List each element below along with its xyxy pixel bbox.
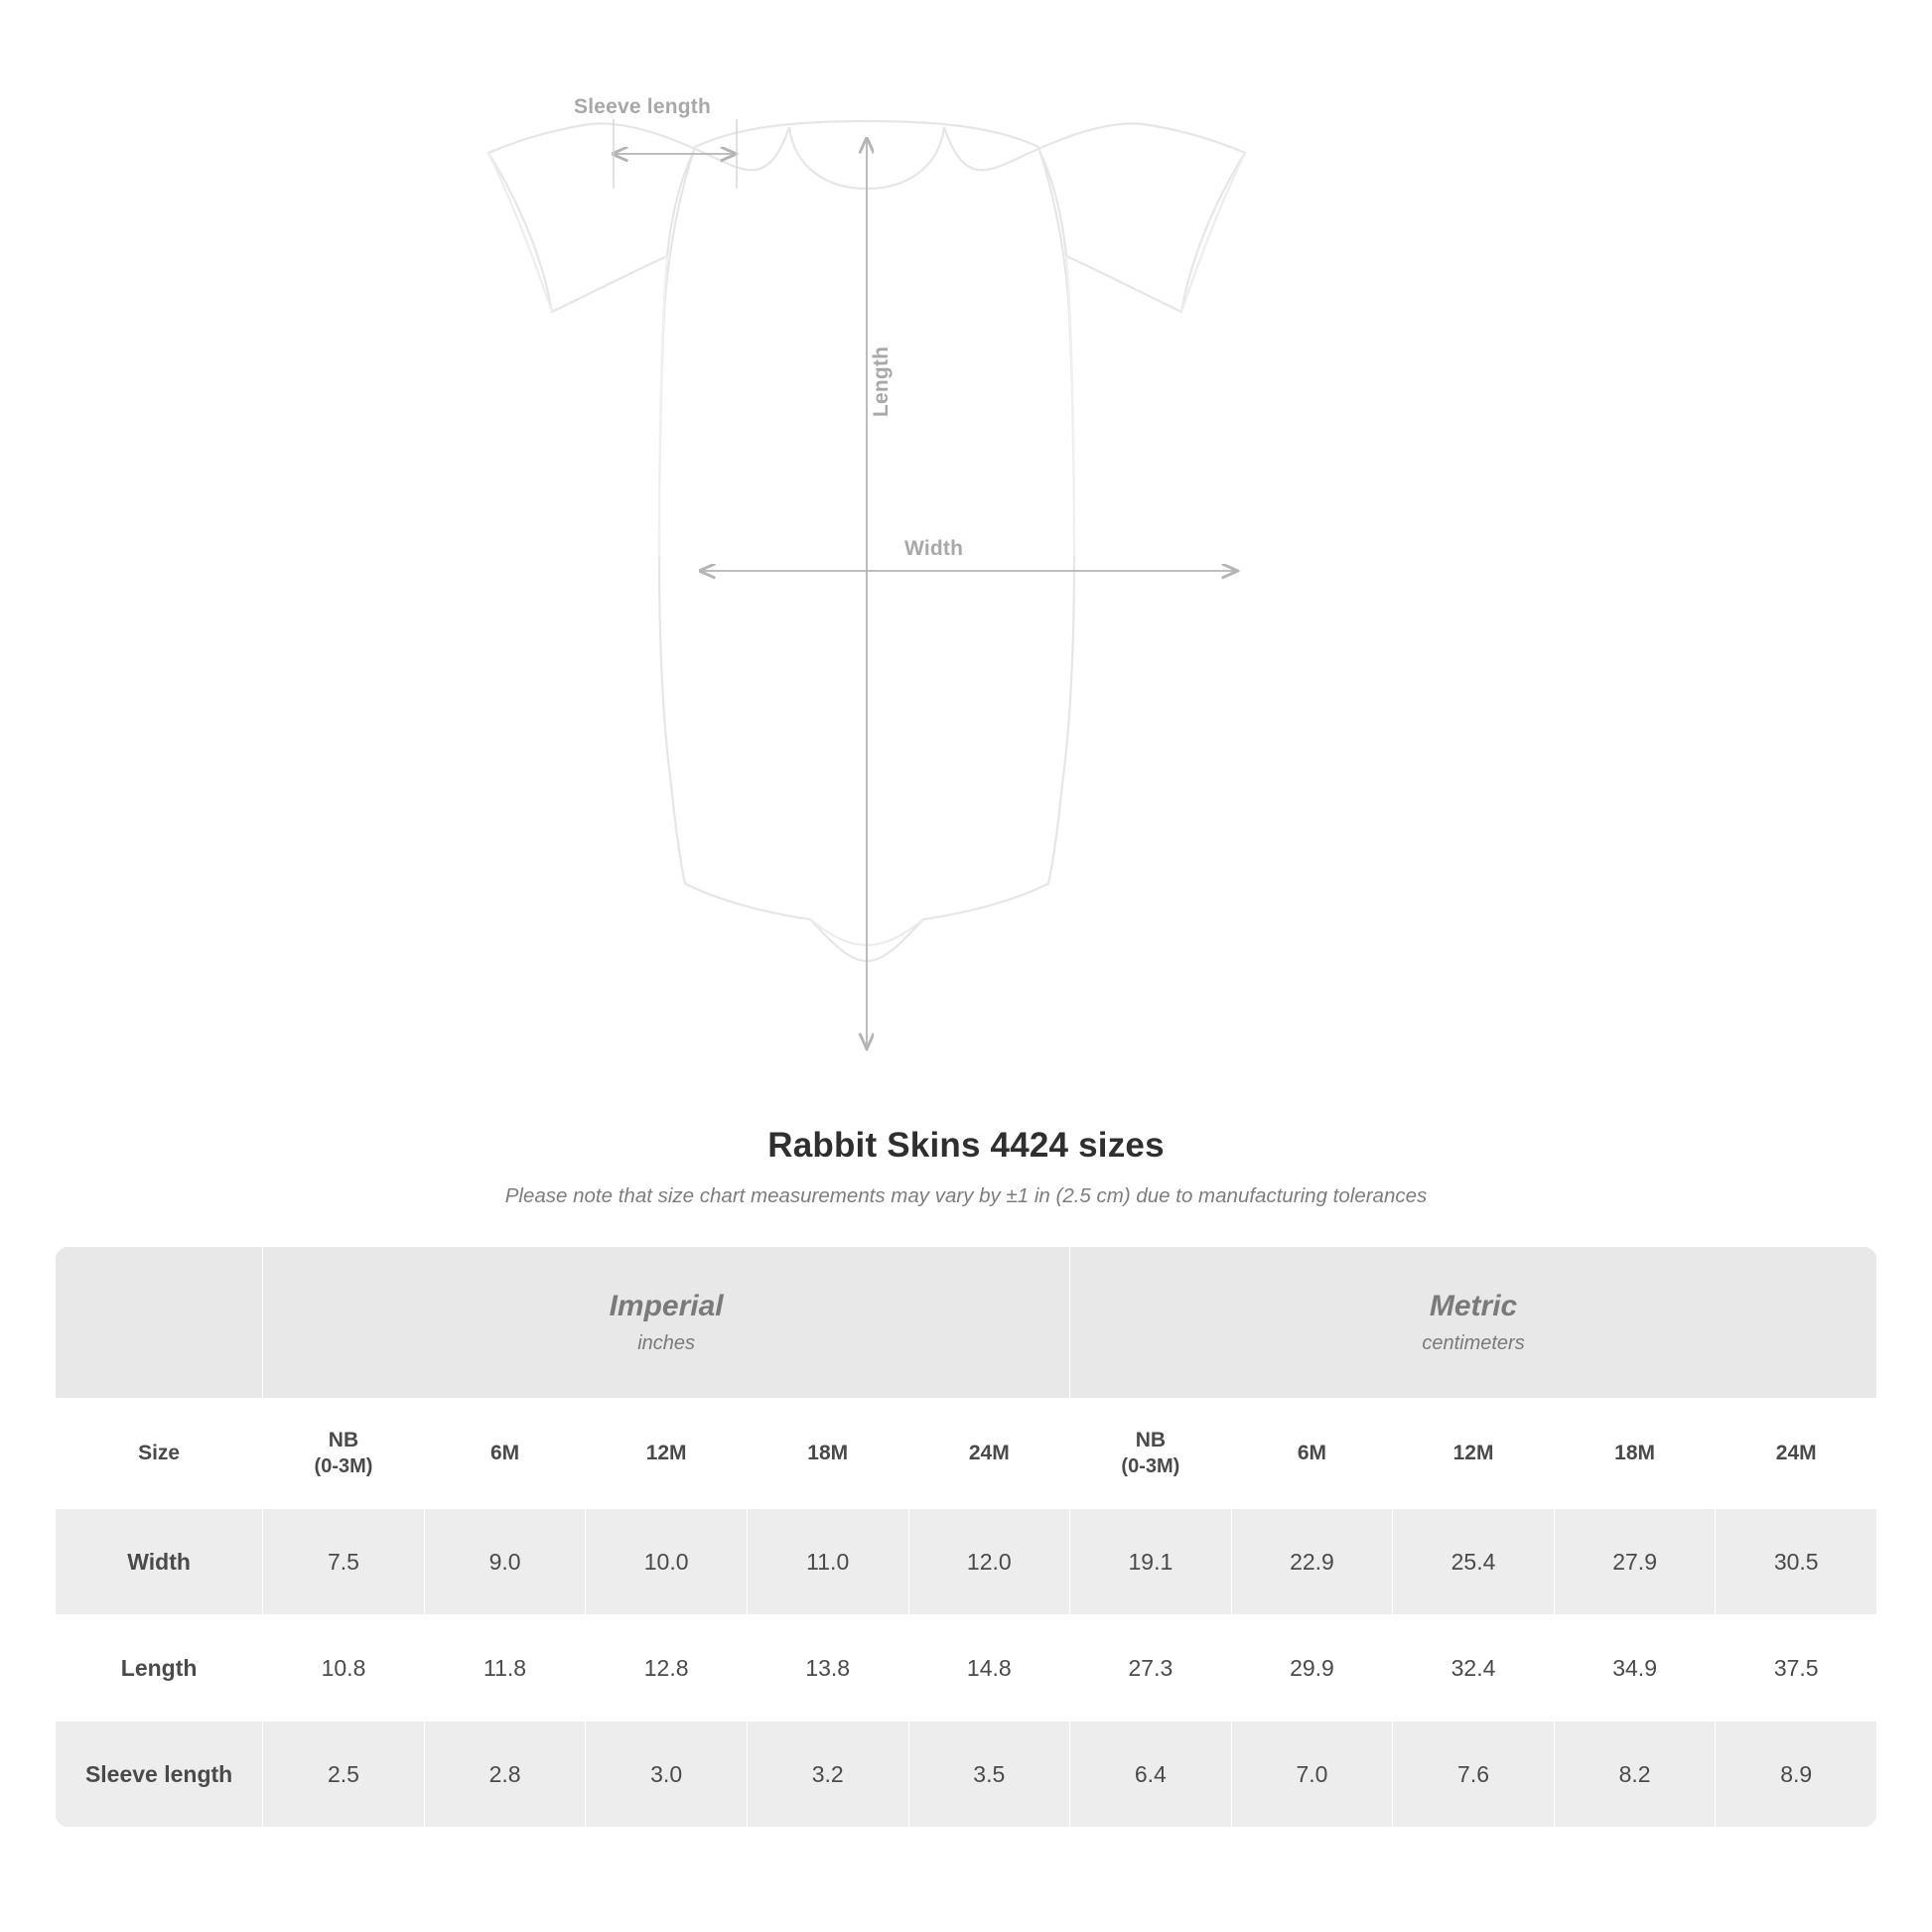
column-header-sub: (0-3M) bbox=[314, 1454, 373, 1477]
column-header-label: NB bbox=[1135, 1429, 1167, 1452]
cell-length-imperial-6m: 11.8 bbox=[424, 1615, 586, 1722]
row-label-length: Length bbox=[56, 1615, 263, 1722]
cell-length-metric-24m: 37.5 bbox=[1716, 1615, 1877, 1722]
column-header-metric-nb bbox=[1070, 1399, 1232, 1509]
table-row bbox=[56, 1509, 1877, 1615]
tolerance-note: Please note that size chart measurements may vary by ±1 in (2.5 cm) due to manufacturing tolerances bbox=[504, 1184, 1428, 1207]
cell-length-metric-nb: 27.3 bbox=[1070, 1615, 1232, 1722]
unit-group-metric-name: Metric bbox=[1429, 1290, 1518, 1323]
table-corner-cell bbox=[56, 1247, 263, 1399]
unit-header-row bbox=[56, 1247, 1877, 1399]
column-header-metric-18m: 18M bbox=[1554, 1399, 1716, 1509]
table-row bbox=[56, 1722, 1877, 1828]
cell-sleeve-imperial-nb: 2.5 bbox=[263, 1722, 425, 1828]
cell-sleeve-metric-12m: 7.6 bbox=[1393, 1722, 1555, 1828]
cell-length-metric-18m: 34.9 bbox=[1554, 1615, 1716, 1722]
row-label-width: Width bbox=[56, 1509, 263, 1615]
row-label-sleeve-length: Sleeve length bbox=[56, 1722, 263, 1828]
width-dimension-label: Width bbox=[904, 537, 964, 560]
page-title: Rabbit Skins 4424 sizes bbox=[767, 1126, 1165, 1165]
cell-sleeve-imperial-6m: 2.8 bbox=[424, 1722, 586, 1828]
cell-width-metric-18m: 27.9 bbox=[1554, 1509, 1716, 1615]
cell-sleeve-imperial-18m: 3.2 bbox=[747, 1722, 908, 1828]
cell-length-metric-12m: 32.4 bbox=[1393, 1615, 1555, 1722]
unit-group-imperial bbox=[263, 1247, 1070, 1399]
column-header-metric-24m: 24M bbox=[1716, 1399, 1877, 1509]
cell-length-imperial-12m: 12.8 bbox=[586, 1615, 748, 1722]
cell-width-metric-nb: 19.1 bbox=[1070, 1509, 1232, 1615]
cell-width-imperial-24m: 12.0 bbox=[908, 1509, 1070, 1615]
cell-sleeve-metric-18m: 8.2 bbox=[1554, 1722, 1716, 1828]
column-header-metric-6m: 6M bbox=[1231, 1399, 1393, 1509]
column-header-imperial-nb bbox=[263, 1399, 425, 1509]
unit-group-metric bbox=[1070, 1247, 1877, 1399]
size-table bbox=[55, 1246, 1877, 1828]
cell-width-imperial-18m: 11.0 bbox=[747, 1509, 908, 1615]
length-dimension-label: Length bbox=[870, 345, 893, 417]
column-header-imperial-12m: 12M bbox=[586, 1399, 748, 1509]
unit-group-imperial-name: Imperial bbox=[609, 1290, 724, 1323]
cell-sleeve-imperial-12m: 3.0 bbox=[586, 1722, 748, 1828]
column-header-imperial-24m: 24M bbox=[908, 1399, 1070, 1509]
column-header-label: NB bbox=[328, 1429, 359, 1452]
cell-length-imperial-18m: 13.8 bbox=[747, 1615, 908, 1722]
row-header-size: Size bbox=[56, 1399, 263, 1509]
size-table-wrapper bbox=[55, 1246, 1877, 1828]
cell-width-imperial-12m: 10.0 bbox=[586, 1509, 748, 1615]
unit-group-metric-sub: centimeters bbox=[1422, 1331, 1525, 1354]
cell-length-imperial-24m: 14.8 bbox=[908, 1615, 1070, 1722]
cell-width-imperial-6m: 9.0 bbox=[424, 1509, 586, 1615]
cell-width-metric-6m: 22.9 bbox=[1231, 1509, 1393, 1615]
size-header-row bbox=[56, 1399, 1877, 1509]
table-row bbox=[56, 1615, 1877, 1722]
cell-sleeve-metric-nb: 6.4 bbox=[1070, 1722, 1232, 1828]
cell-width-metric-24m: 30.5 bbox=[1716, 1509, 1877, 1615]
column-header-metric-12m: 12M bbox=[1393, 1399, 1555, 1509]
column-header-imperial-18m: 18M bbox=[747, 1399, 908, 1509]
cell-length-imperial-nb: 10.8 bbox=[263, 1615, 425, 1722]
column-header-imperial-6m: 6M bbox=[424, 1399, 586, 1509]
cell-sleeve-metric-24m: 8.9 bbox=[1716, 1722, 1877, 1828]
cell-sleeve-metric-6m: 7.0 bbox=[1231, 1722, 1393, 1828]
cell-sleeve-imperial-24m: 3.5 bbox=[908, 1722, 1070, 1828]
cell-width-metric-12m: 25.4 bbox=[1393, 1509, 1555, 1615]
sleeve-length-dimension-label: Sleeve length bbox=[574, 95, 711, 118]
column-header-sub: (0-3M) bbox=[1121, 1454, 1180, 1477]
unit-group-imperial-sub: inches bbox=[637, 1331, 696, 1354]
cell-length-metric-6m: 29.9 bbox=[1231, 1615, 1393, 1722]
title-block bbox=[0, 1126, 1932, 1208]
cell-width-imperial-nb: 7.5 bbox=[263, 1509, 425, 1615]
